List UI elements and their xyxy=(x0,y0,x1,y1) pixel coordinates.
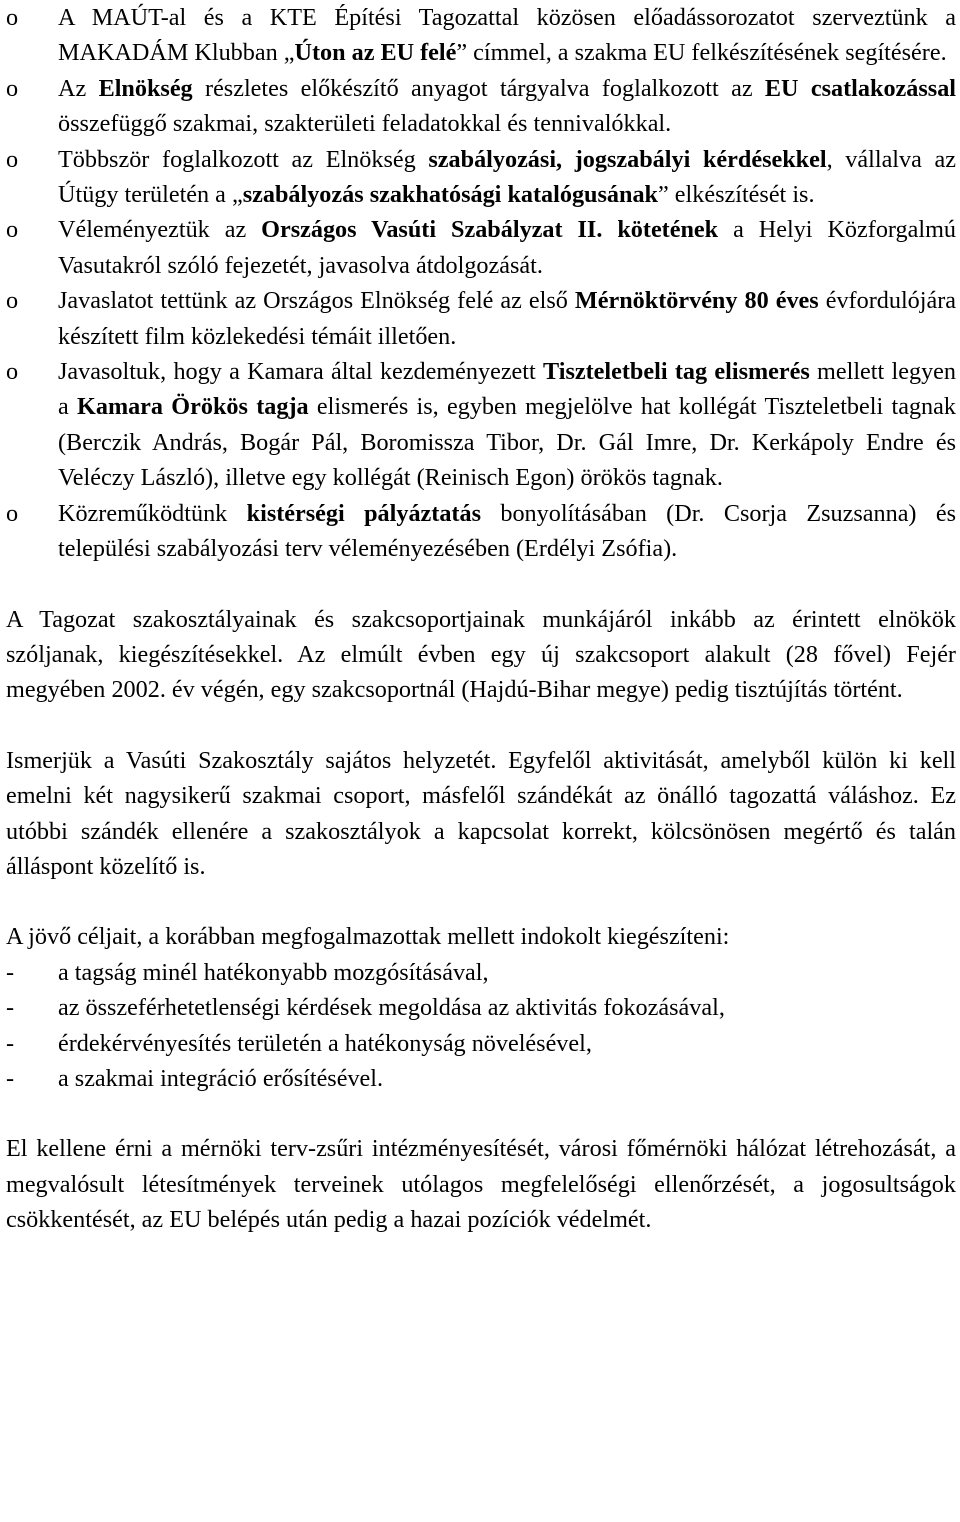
bullet-text: Javaslatot tettünk az Országos Elnökség felé az első xyxy=(58,287,575,315)
bullet-text: ” címmel, a szakma EU felkészítésének segítésére. xyxy=(456,39,947,67)
bullet-marker: o xyxy=(6,145,19,173)
dash-marker: - xyxy=(6,994,15,1022)
bullet-text: Javasoltuk, hogy a Kamara által kezdeményezett xyxy=(58,358,544,386)
bullet-bold-text: szabályozás szakhatósági katalógusának xyxy=(242,181,659,209)
bullet-text: mellett legyen a xyxy=(58,358,956,421)
bullet-item-engineering-law xyxy=(6,283,956,354)
bullet-text: Az xyxy=(58,74,99,102)
goal-item xyxy=(6,955,956,990)
bullet-marker: o xyxy=(6,216,19,244)
bullet-text: összefüggő szakmai, szakterületi feladatokkal és tennivalókkal. xyxy=(58,110,672,138)
bullet-bold-text: kistérségi pályáztatás xyxy=(246,499,481,527)
dash-marker: - xyxy=(6,1064,15,1092)
bullet-marker: o xyxy=(6,287,19,315)
paragraph-closing: El kellene érni a mérnöki terv-zsűri intézményesítését, városi főmérnöki hálózat létrehozását, a megvalósult létesítmények terveinek utólagos megfelelőségi ellenőrzését, a jogosultságok csökkentését, az EU belépés után pedig a hazai pozíciók védelmét. xyxy=(6,1135,956,1234)
bullet-text: évfordulójára készített film közlekedési témáit illetően. xyxy=(58,287,957,350)
paragraph-spacer xyxy=(6,884,956,919)
bullet-text: részletes előkészítő anyagot tárgyalva foglalkozott az xyxy=(192,74,765,102)
bullet-bold-text: szabályozási, jogszabályi kérdésekkel xyxy=(428,145,827,173)
goal-text: az összeférhetetlenségi kérdések megoldása az aktivitás fokozásával, xyxy=(58,994,725,1022)
bullet-text: Közreműködtünk xyxy=(58,499,247,527)
paragraph-sections: A Tagozat szakosztályainak és szakcsoportjainak munkájáról inkább az érintett elnökök szóljanak, kiegészítésekkel. Az elmúlt évben egy új szakcsoport alakult (28 fővel) Fejér megyében 2002. év végén, egy szakcsoportnál (Hajdú-Bihar megye) pedig tisztújítás történt. xyxy=(6,605,956,704)
goal-text: a szakmai integráció erősítésével. xyxy=(58,1064,384,1092)
bullet-bold-text: Elnökség xyxy=(98,74,193,102)
bullet-bold-text: Mérnöktörvény 80 éves xyxy=(574,287,819,315)
bullet-text: ” elkészítését is. xyxy=(658,181,815,209)
goal-item xyxy=(6,990,956,1025)
bullet-bold-text: Úton az EU felé xyxy=(294,39,457,67)
bullet-marker: o xyxy=(6,358,19,386)
bullet-bold-text: EU csatlakozással xyxy=(764,74,957,102)
bullet-marker: o xyxy=(6,499,19,527)
bullet-marker: o xyxy=(6,74,19,102)
bullet-item-makadam xyxy=(6,0,956,71)
paragraph-spacer xyxy=(6,1096,956,1131)
bullet-item-regional-tender xyxy=(6,496,956,567)
dash-marker: - xyxy=(6,1029,15,1057)
bullet-bold-text: Országos Vasúti Szabályzat II. kötetének xyxy=(261,216,719,244)
bullet-item-railway-code xyxy=(6,212,956,283)
paragraph-future-goals-intro: A jövő céljait, a korábban megfogalmazottak mellett indokolt kiegészíteni: xyxy=(6,923,730,951)
bullet-text: elismerés is, egyben megjelölve hat kollégát Tiszteletbeli tagnak (Berczik András, Bogár Pál, Boromissza Tibor, Dr. Gál Imre, Dr. Kerkápoly Endre és Veléczy László), illetve egy kollégát (Reinisch Egon) örökös tagnak. xyxy=(58,393,956,492)
bullet-item-regulation xyxy=(6,142,956,213)
bullet-bold-text: Kamara Örökös tagja xyxy=(77,393,309,421)
future-goals-list xyxy=(6,955,956,1097)
bullet-marker: o xyxy=(6,4,19,31)
paragraph-spacer xyxy=(6,567,956,602)
bullet-text: Többször foglalkozott az Elnökség xyxy=(58,145,429,173)
bullet-text: a Helyi Közforgalmú Vasutakról szóló fejezetét, javasolva átdolgozását. xyxy=(58,216,956,279)
bullet-text: Véleményeztük az xyxy=(58,216,262,244)
bullet-text: , vállalva az Útügy területén a „ xyxy=(58,145,956,209)
bullet-bold-text: Tiszteletbeli tag elismerés xyxy=(543,358,810,386)
goal-item xyxy=(6,1061,956,1096)
paragraph-spacer xyxy=(6,708,956,743)
bullet-item-honorary-members xyxy=(6,354,956,496)
document-page xyxy=(6,0,956,1238)
bullet-text: A MAÚT-al és a KTE Építési Tagozattal közösen előadássorozatot szerveztünk a MAKADÁM Klubban „ xyxy=(58,4,956,67)
goal-text: a tagság minél hatékonyabb mozgósításával, xyxy=(58,958,489,986)
dash-marker: - xyxy=(6,958,15,986)
goal-text: érdekérvényesítés területén a hatékonyság növelésével, xyxy=(58,1029,592,1057)
bullet-text: bonyolításában (Dr. Csorja Zsuzsanna) és települési szabályozási terv véleményezésében (Erdélyi Zsófia). xyxy=(58,499,956,563)
goal-item xyxy=(6,1026,956,1061)
paragraph-railway-section: Ismerjük a Vasúti Szakosztály sajátos helyzetét. Egyfelől aktivitását, amelyből külön ki kell emelni két nagysikerű szakmai csoport, másfelől szándékát az önálló tagozattá váláshoz. Ez utóbbi szándék ellenére a szakosztályok a kapcsolat korrekt, kölcsönösen megértő és talán álláspont közelítő is. xyxy=(6,746,956,880)
bullet-item-eu-accession xyxy=(6,71,956,142)
activity-bullet-list xyxy=(6,0,956,567)
